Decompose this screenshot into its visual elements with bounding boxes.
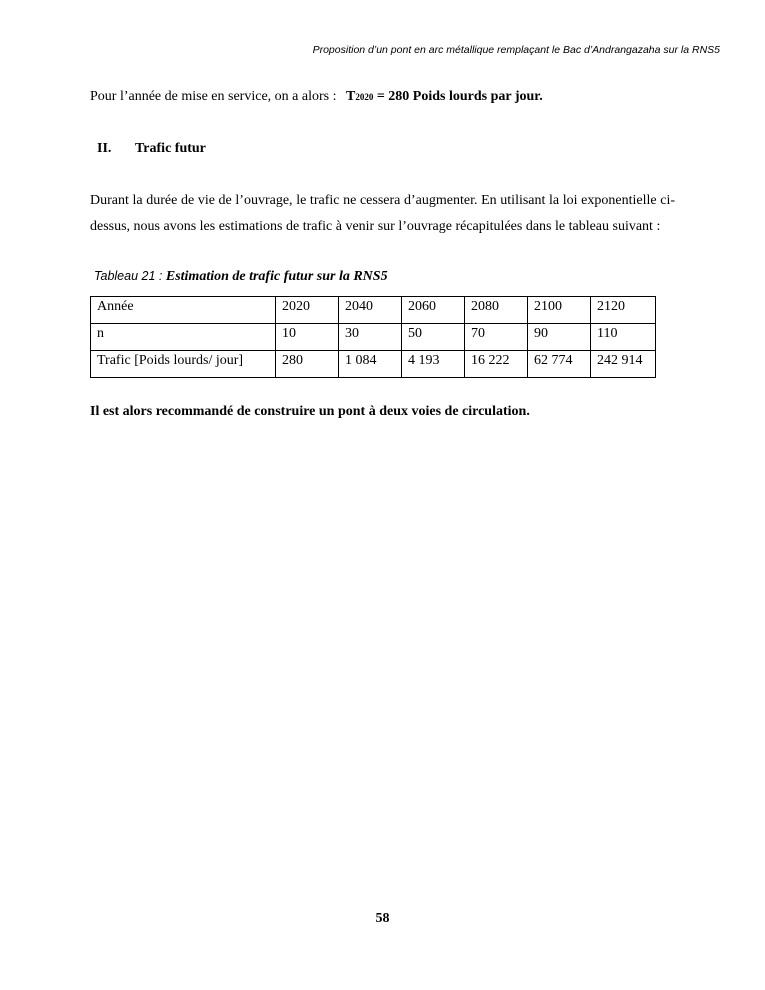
table-cell: 62 774 [528,351,591,378]
table-cell: Année [91,297,276,324]
running-header: Proposition d’un pont en arc métallique remplaçant le Bac d’Andrangazaha sur la RNS5 [312,44,720,56]
table-cell: 1 084 [339,351,402,378]
formula-value: = 280 Poids lourds par jour. [376,89,543,104]
formula-subscript: 2020 [355,92,374,102]
table-cell: 2040 [339,297,402,324]
table-cell: 4 193 [402,351,465,378]
formula-symbol: T [345,89,356,104]
section-title: Trafic futur [135,141,206,156]
table-row-year [91,297,656,324]
table-cell: 30 [339,324,402,351]
page-number: 58 [375,911,390,926]
table-cell: 90 [528,324,591,351]
table-caption [94,269,388,285]
table-cell: 50 [402,324,465,351]
traffic-table [90,296,656,378]
table-cell: 16 222 [465,351,528,378]
table-cell: 2020 [276,297,339,324]
intro-line [90,89,543,105]
table-cell: 2080 [465,297,528,324]
table-cell: 70 [465,324,528,351]
section-heading [97,141,206,157]
conclusion-text: Il est alors recommandé de construire un pont à deux voies de circulation. [90,404,530,419]
table-cell: n [91,324,276,351]
table-row-n [91,324,656,351]
table-caption-label: Tableau 21 : [94,269,163,283]
body-paragraph: Durant la durée de vie de l’ouvrage, le trafic ne cessera d’augmenter. En utilisant la loi exponentielle ci-dessus, nous avons les estimations de trafic à venir sur l’ouvrage récapitulées dans le tableau suivant : [90,193,675,234]
table-cell: 2060 [402,297,465,324]
traffic-formula [346,89,543,104]
table-cell: 2120 [591,297,656,324]
table-cell: Trafic [Poids lourds/ jour] [91,351,276,378]
table-cell: 242 914 [591,351,656,378]
table-cell: 2100 [528,297,591,324]
intro-text: Pour l’année de mise en service, on a alors : [90,89,337,104]
table-cell: 280 [276,351,339,378]
section-number: II. [97,141,112,156]
table-cell: 110 [591,324,656,351]
table-row-traffic [91,351,656,378]
table-caption-title: Estimation de trafic futur sur la RNS5 [165,269,388,284]
table-cell: 10 [276,324,339,351]
